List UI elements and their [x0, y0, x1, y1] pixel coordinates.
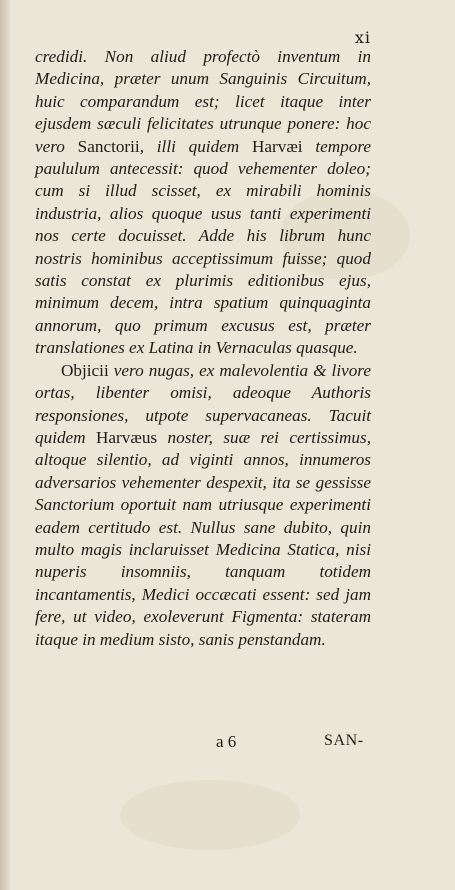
- paper-stain: [120, 780, 300, 850]
- italic-text-run: tempore paululum antecessit: quod vehementer doleo; cum si illud scisset, ex mirabili hominis industria, alios quoque usus tanti experimenti nos certe docuisset. Adde his librum hunc nostris hominibus acceptissimum fuisse; quod satis constat ex plurimis editionibus ejus, minimum decem, intra spatium quinquaginta annorum, quo primum excusus est, præter translationes ex Latina in Vernaculas quasque.: [35, 136, 372, 358]
- italic-text-run: credidi. Non aliud profectò inventum in Medicina, præter unum Sanguinis Circuitum, huic comparandum est; licet itaque inter ejusdem sæculi felicitates utrunque ponere: hoc vero: [35, 47, 371, 156]
- catchword: SAN-: [324, 732, 364, 749]
- page-footer: [0, 732, 455, 760]
- roman-text-run: Harvæi: [251, 136, 303, 156]
- page-number: xi: [354, 28, 371, 47]
- italic-text-run: noster, suæ rei certissimus, altoque silentio, ad viginti annos, innumeros adversarios vehementer despexit, ita se gessisse Sanctorium oportuit nam utriusque experimenti eadem certitudo est. Nullus sane dubito, quin multo magis inclaruisset Medicina Statica, nisi nuperis insomniis, tanquam totidem incantamentis, Medici occæcati essent: sed jam fere, ut video, exoleverunt Figmenta: stateram itaque in medium sisto, sanis penstandam.: [35, 427, 371, 649]
- roman-text-run: Harvæus: [96, 427, 158, 447]
- italic-text-run: vero nugas, ex malevolentia & livore ortas, libenter omisi, adeoque Authoris responsiones, utpote supervacaneas. Tacuit quidem: [35, 360, 371, 447]
- roman-text-run: Sanctorii: [77, 136, 140, 156]
- signature-mark: a 6: [216, 732, 237, 751]
- roman-text-run: Objicii: [61, 360, 109, 380]
- paragraph-1: [35, 46, 371, 360]
- body-text: [35, 46, 371, 651]
- paragraph-2: [35, 360, 371, 651]
- italic-text-run: , illi quidem: [139, 136, 252, 156]
